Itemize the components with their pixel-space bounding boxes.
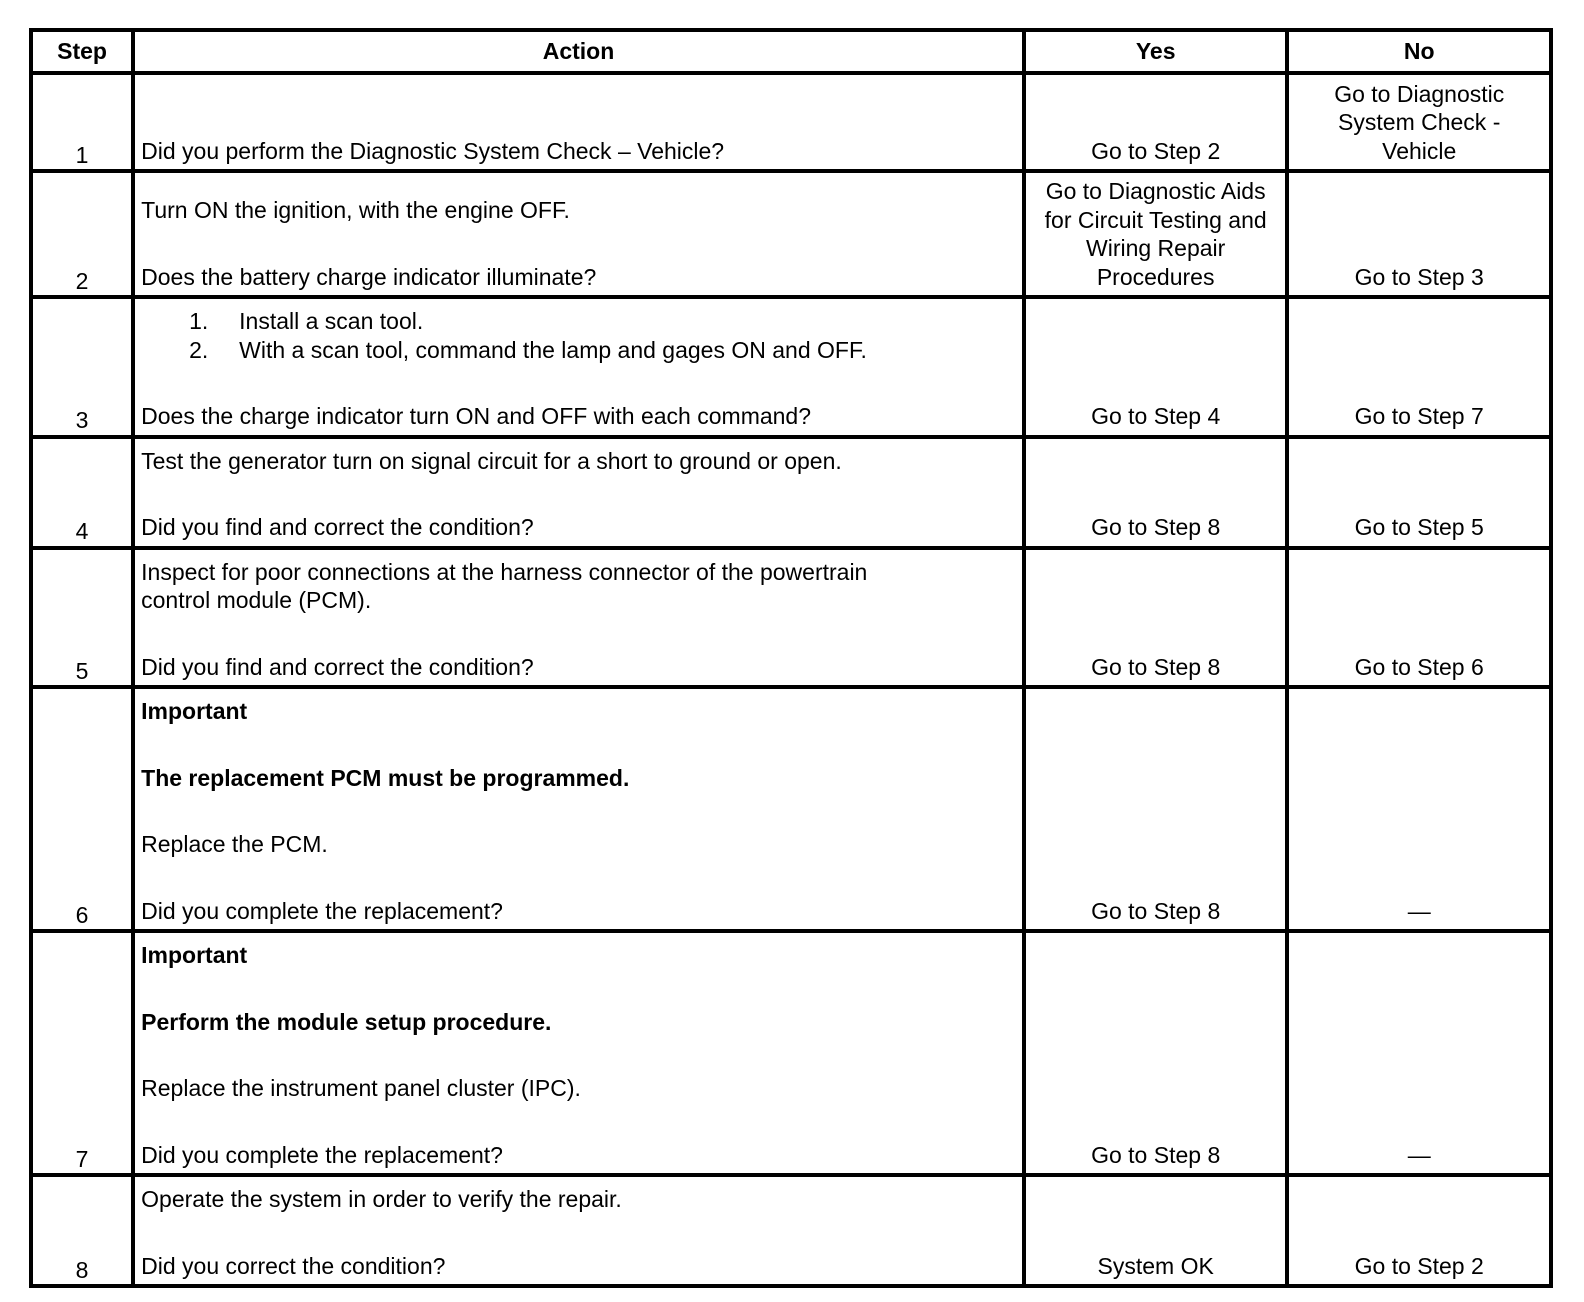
action-cell xyxy=(133,687,1024,931)
action-text: Did you perform the Diagnostic System Check – Vehicle? xyxy=(141,137,725,164)
step-number: 1 xyxy=(31,73,133,171)
action-text: Replace the PCM. xyxy=(141,831,328,857)
action-question: Does the battery charge indicator illuminate? xyxy=(141,263,597,290)
yes-cell: System OK xyxy=(1024,1175,1288,1286)
important-label: Important xyxy=(141,698,248,724)
no-cell: — xyxy=(1287,931,1551,1175)
action-question: Did you find and correct the condition? xyxy=(141,653,534,680)
yes-cell: Go to Step 8 xyxy=(1024,931,1288,1175)
no-cell: Go to Step 3 xyxy=(1287,171,1551,297)
action-cell xyxy=(133,297,1024,437)
header-no: No xyxy=(1287,30,1551,73)
step-number: 2 xyxy=(31,171,133,297)
yes-cell: Go to Step 2 xyxy=(1024,73,1288,171)
table-row xyxy=(31,297,1551,437)
yes-cell: Go to Diagnostic Aids for Circuit Testing and Wiring Repair Procedures xyxy=(1024,171,1288,297)
procedure-list xyxy=(141,307,1016,364)
action-question: Did you correct the condition? xyxy=(141,1252,446,1279)
list-text: Install a scan tool. xyxy=(239,308,424,334)
header-row xyxy=(31,30,1551,73)
table-row xyxy=(31,171,1551,297)
header-action: Action xyxy=(133,30,1024,73)
table-row xyxy=(31,1175,1551,1286)
action-cell xyxy=(133,437,1024,548)
header-yes: Yes xyxy=(1024,30,1288,73)
action-text: Replace the instrument panel cluster (IPC). xyxy=(141,1075,581,1101)
important-note: Perform the module setup procedure. xyxy=(141,1008,552,1035)
action-text: Operate the system in order to verify the repair. xyxy=(141,1186,622,1212)
action-cell xyxy=(133,548,1024,688)
no-cell: Go to Diagnostic System Check - Vehicle xyxy=(1287,73,1551,171)
action-cell xyxy=(133,1175,1024,1286)
important-label: Important xyxy=(141,942,248,968)
step-number: 3 xyxy=(31,297,133,437)
table-row xyxy=(31,687,1551,931)
table-row xyxy=(31,73,1551,171)
action-text: Test the generator turn on signal circuit for a short to ground or open. xyxy=(141,447,842,474)
list-number: 1. xyxy=(189,308,209,334)
no-cell: Go to Step 6 xyxy=(1287,548,1551,688)
list-item xyxy=(141,307,1016,336)
list-number: 2. xyxy=(189,336,209,363)
action-question: Did you complete the replacement? xyxy=(141,1141,503,1168)
action-question: Does the charge indicator turn ON and OFF with each command? xyxy=(141,403,812,429)
step-number: 8 xyxy=(31,1175,133,1286)
table-row xyxy=(31,931,1551,1175)
action-cell xyxy=(133,73,1024,171)
action-cell xyxy=(133,931,1024,1175)
list-item xyxy=(141,336,1016,365)
step-number: 7 xyxy=(31,931,133,1175)
action-text: Inspect for poor connections at the harness connector of the powertrain control module (PCM). xyxy=(141,558,868,613)
yes-cell: Go to Step 8 xyxy=(1024,548,1288,688)
yes-cell: Go to Step 4 xyxy=(1024,297,1288,437)
action-question: Did you complete the replacement? xyxy=(141,897,503,924)
no-cell: Go to Step 2 xyxy=(1287,1175,1551,1286)
step-number: 5 xyxy=(31,548,133,688)
step-number: 6 xyxy=(31,687,133,931)
list-text: With a scan tool, command the lamp and gages ON and OFF. xyxy=(239,336,867,363)
header-step: Step xyxy=(31,30,133,73)
no-cell: Go to Step 5 xyxy=(1287,437,1551,548)
diagnostic-table xyxy=(29,28,1553,1288)
yes-cell: Go to Step 8 xyxy=(1024,687,1288,931)
table-row xyxy=(31,437,1551,548)
step-number: 4 xyxy=(31,437,133,548)
important-note: The replacement PCM must be programmed. xyxy=(141,764,630,791)
table-row xyxy=(31,548,1551,688)
action-cell xyxy=(133,171,1024,297)
action-text: Turn ON the ignition, with the engine OFF. xyxy=(141,197,570,223)
no-cell: Go to Step 7 xyxy=(1287,297,1551,437)
yes-cell: Go to Step 8 xyxy=(1024,437,1288,548)
action-question: Did you find and correct the condition? xyxy=(141,514,534,540)
no-cell: — xyxy=(1287,687,1551,931)
